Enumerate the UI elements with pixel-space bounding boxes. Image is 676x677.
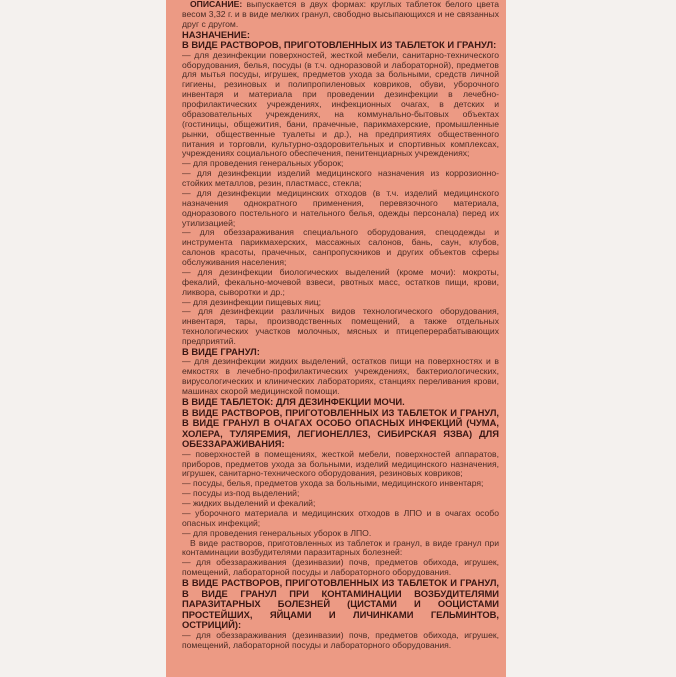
- list-item: — поверхностей в помещениях, жесткой мебели, поверхностей аппаратов, приборов, предметов ухода за больными, изделий медицинского назначения, игрушек, санитарно-технического оборудования, резиновых ковриков;: [182, 448, 499, 479]
- description-paragraph: [182, 0, 499, 30]
- list-item: — для дезинфекции медицинских отходов (в т.ч. изделий медицинского назначения однократного применения, перевязочного материала, одноразового постельного и нательного белья, одежды персонала) перед их утилизацией;: [182, 187, 499, 228]
- list-item: — для проведения генеральных уборок в ЛПО.: [182, 527, 372, 538]
- purpose-heading: НАЗНАЧЕНИЕ:: [182, 28, 250, 40]
- list-item: — для обеззараживания (дезинвазии) почв, предметов обихода, игрушек, помещений, лабораторной посуды и лабораторного оборудования.: [182, 557, 499, 578]
- section-granules-heading: В ВИДЕ ГРАНУЛ:: [182, 345, 260, 357]
- list-item: — для дезинфекции жидких выделений, остатков пищи на поверхностях и в емкостях в лечебно-профилактических учреждениях, бактериологических, вирусологических и клинических лабораториях, станциях переливания крови, машинах скорой медицинской помощи.: [182, 356, 499, 397]
- list-item: — для дезинфекции различных видов технологического оборудования, инвентаря, тары, производственных помещений, а также отдельных технологических участков молочных, мясных и птицеперерабатывающих предприятий.: [182, 306, 499, 347]
- description-label: ОПИСАНИЕ:: [190, 0, 243, 9]
- section-dangerous-infections-heading: В ВИДЕ РАСТВОРОВ, ПРИГОТОВЛЕННЫХ ИЗ ТАБЛЕТОК И ГРАНУЛ, В ВИДЕ ГРАНУЛ В ОЧАГАХ ОСОБО ОПАСНЫХ ИНФЕКЦИЙ (ЧУМА, ХОЛЕРА, ТУЛЯРЕМИЯ, ЛЕГИОНЕЛЛЕЗ, СИБИРСКАЯ ЯЗВА) ДЛЯ ОБЕЗЗАРАЖИВАНИЯ:: [182, 406, 499, 450]
- section-parasitic-text: В виде растворов, приготовленных из таблеток и гранул, в виде гранул при контаминации возбудителями паразитарных болезней:: [182, 537, 499, 558]
- list-item: — для дезинфекции изделий медицинского назначения из коррозионно-стойких металлов, резин, пластмасс, стекла;: [182, 168, 499, 189]
- list-item: — для проведения генеральных уборок;: [182, 158, 344, 169]
- list-item: — посуды, белья, предметов ухода за больными, медицинского инвентаря;: [182, 478, 484, 489]
- section-parasitic-detailed-list: [182, 631, 499, 651]
- list-item: — для дезинфекции биологических выделений (кроме мочи): мокроты, фекалий, фекально-мочевой взвеси, рвотных масс, остатков пищи, крови, ликвора, сыворотки и др.;: [182, 266, 499, 297]
- document-text: [182, 0, 499, 650]
- section-parasitic-list: [182, 558, 499, 578]
- list-item: — жидких выделений и фекалий;: [182, 498, 316, 508]
- list-item: — для обеззараживания специального оборудования, спецодежды и инструмента парикмахерских, массажных салонов, бань, саун, клубов, салонов красоты, прачечных, санпропускников и других объектов сферы обслуживания населения;: [182, 227, 499, 268]
- section-parasitic-heading: В ВИДЕ РАСТВОРОВ, ПРИГОТОВЛЕННЫХ ИЗ ТАБЛЕТОК И ГРАНУЛ, В ВИДЕ ГРАНУЛ ПРИ КОНТАМИНАЦИИ ВОЗБУДИТЕЛЯМИ ПАРАЗИТАРНЫХ БОЛЕЗНЕЙ (ЦИСТАМИ И ООЦИСТАМИ ПРОСТЕЙШИХ, ЯЙЦАМИ И ЛИЧИНКАМИ ГЕЛЬМИНТОВ, ОСТРИЦИЙ):: [182, 577, 499, 631]
- section-tablets-heading: В ВИДЕ ТАБЛЕТОК: ДЛЯ ДЕЗИНФЕКЦИИ МОЧИ.: [182, 395, 405, 407]
- document-page: [166, 0, 506, 677]
- section-solutions-list: [182, 51, 499, 347]
- list-item: — посуды из-под выделений;: [182, 488, 300, 499]
- list-item: — для обеззараживания (дезинвазии) почв, предметов обихода, игрушек, помещений, лабораторной посуды и лабораторного оборудования.: [182, 629, 499, 650]
- list-item: — для дезинфекции поверхностей, жесткой мебели, санитарно-технического оборудования, белья, посуды (в т.ч. одноразовой и лабораторной), предметов для мытья посуды, игрушек, предметов ухода за больными, средств личной гигиены, резиновых и полипропиленовых ковриков, обуви, уборочного инвентаря и материала при проведении дезинфекции в лечебно-профилактических учреждениях, инфекционных очагах, в детских и образовательных учреждениях, на коммунально-бытовых объектах (гостиницы, общежития, бани, прачечные, парикмахерские, промышленные рынки, общественные туалеты и др.), на предприятиях общественного питания и торговли, культурно-оздоровительных и спортивных комплексах, учреждениях социального обеспечения, пенитенциарных учреждениях;: [182, 49, 499, 159]
- list-item: — для дезинфекции пищевых яиц;: [182, 296, 322, 307]
- list-item: — уборочного материала и медицинских отходов в ЛПО и в очагах особо опасных инфекций;: [182, 507, 499, 528]
- section-granules-list: [182, 357, 499, 397]
- section-solutions-heading: В ВИДЕ РАСТВОРОВ, ПРИГОТОВЛЕННЫХ ИЗ ТАБЛЕТОК И ГРАНУЛ:: [182, 39, 497, 51]
- description-text: выпускается в двух формах: круглых таблеток белого цвета весом 3,32 г. и в виде мелких гранул, свободно высыпающихся и не связанных друг с другом.: [182, 0, 499, 29]
- section-dangerous-infections-list: [182, 450, 499, 539]
